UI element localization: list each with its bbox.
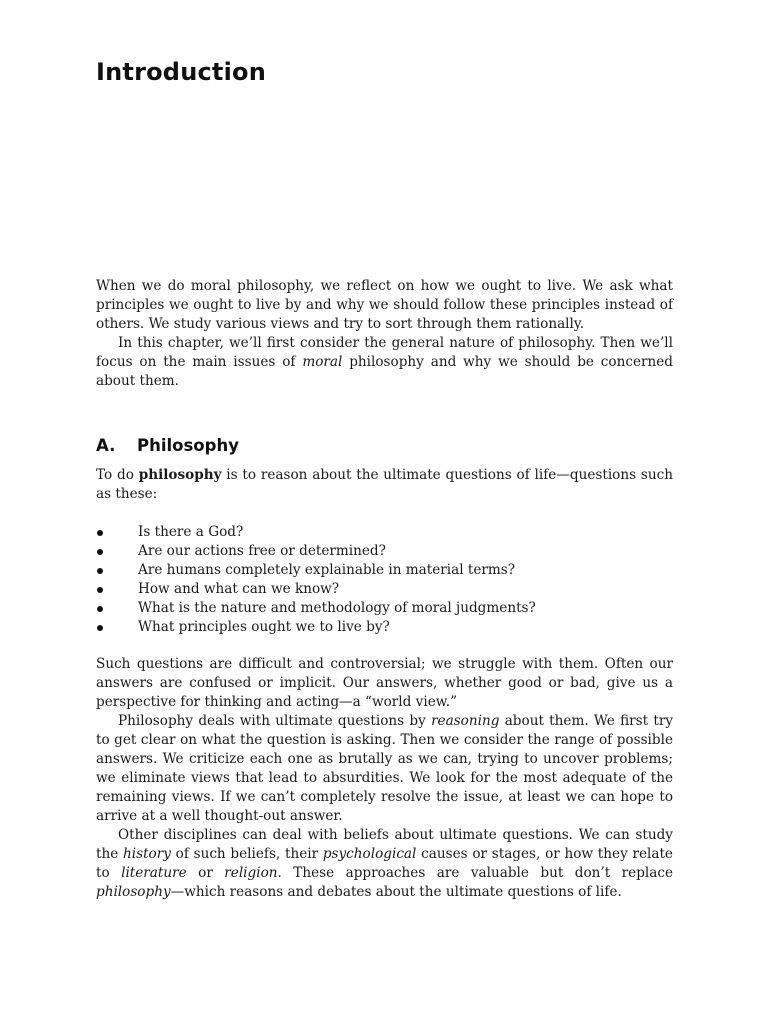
section-heading [96, 436, 239, 455]
paragraph-reasoning-start: Philosophy deals with ultimate questions by [118, 713, 432, 729]
text-run: of such beliefs, their [170, 846, 323, 862]
list-item-text: Are humans completely explainable in material terms? [138, 562, 516, 578]
intro-paragraph-2-start: In this chapter, we’ll first consider the general nature of philosophy. Then we’ll focus on the main issues of [96, 335, 673, 370]
term-philosophy: philosophy [138, 467, 222, 483]
list-item [96, 523, 673, 542]
section-number: A. [96, 436, 116, 455]
lead-start: To do [96, 467, 139, 483]
bullet-icon [97, 606, 103, 612]
list-item-text: Is there a God? [138, 524, 244, 540]
emphasis-psychological: psychological [322, 846, 417, 862]
bullet-icon [97, 587, 103, 593]
intro-paragraph-2-end: philosophy and why we should be concerned about them. [96, 354, 674, 389]
section-title: Philosophy [137, 436, 239, 455]
emphasis-moral: moral [302, 354, 343, 370]
chapter-title: Introduction [96, 58, 266, 86]
text-run: or [186, 865, 225, 881]
paragraph-reasoning-end: about them. We first try to get clear on what the question is asking. Then we consider the range of possible answers. We criticize each one as brutally as we can, trying to uncover problems; we eliminate views that lead to absurdities. We look for the most adequate of the remaining views. If we can’t completely resolve the issue, at least we can hope to arrive at a well thought-out answer. [96, 713, 673, 824]
emphasis-religion: religion [224, 865, 278, 881]
emphasis-philosophy: philosophy [96, 884, 171, 900]
section-body [96, 655, 673, 902]
emphasis-history: history [123, 846, 171, 862]
text-run: —which reasons and debates about the ultimate questions of life. [170, 884, 622, 900]
emphasis-literature: literature [121, 865, 187, 881]
list-item [96, 599, 673, 618]
paragraph-reasoning [96, 712, 673, 826]
lead-paragraph [96, 466, 673, 504]
section-lead [96, 466, 673, 504]
list-item [96, 618, 673, 637]
intro-paragraph-2 [96, 334, 673, 391]
list-item-text: How and what can we know? [138, 581, 340, 597]
text-run: Other disciplines can deal with beliefs about ultimate questions. We can study the [96, 827, 673, 862]
intro-section [96, 277, 673, 391]
list-item-text: What is the nature and methodology of moral judgments? [138, 600, 536, 616]
list-item-text: What principles ought we to live by? [138, 619, 390, 635]
bullet-icon [97, 530, 103, 536]
questions-list [96, 523, 673, 637]
text-run: causes or stages, or how they relate to [96, 846, 673, 881]
list-item-text: Are our actions free or determined? [138, 543, 386, 559]
intro-paragraph-1: When we do moral philosophy, we reflect on how we ought to live. We ask what principles we ought to live by and why we should follow these principles instead of others. We study various views and try to sort through them rationally. [96, 278, 673, 332]
bullet-icon [97, 625, 103, 631]
text-run: . These approaches are valuable but don’t replace [277, 865, 674, 881]
list-item [96, 580, 673, 599]
emphasis-reasoning: reasoning [431, 713, 500, 729]
list-item [96, 561, 673, 580]
bullet-icon [97, 549, 103, 555]
bullet-icon [97, 568, 103, 574]
list-item [96, 542, 673, 561]
paragraph-other-disciplines [96, 826, 673, 902]
paragraph-world-view: Such questions are difficult and controversial; we struggle with them. Often our answers are confused or implicit. Our answers, whether good or bad, give us a perspective for thinking and acting—a “world view.” [96, 656, 673, 710]
lead-end: is to reason about the ultimate questions of life—questions such as these: [96, 467, 673, 502]
